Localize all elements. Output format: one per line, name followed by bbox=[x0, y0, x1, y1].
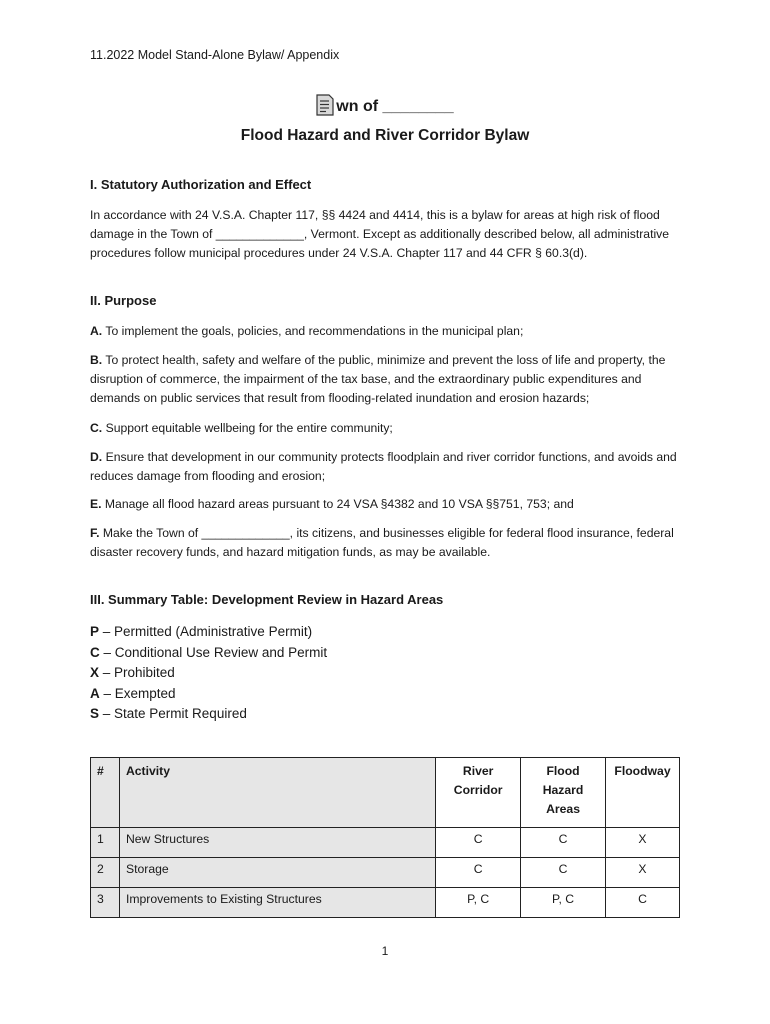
legend-item: C – Conditional Use Review and Permit bbox=[90, 644, 328, 660]
legend-item: X – Prohibited bbox=[90, 665, 175, 680]
section1-body: In accordance with 24 V.S.A. Chapter 117, §§ 4424 and 4414, this is a bylaw for areas at high risk of flood damage in the Town of _____________, Vermont. Except as additionally described below, all administrative procedures follow municipal procedures under 24 V.S.A. Chapter 117 and 44 CFR § 60.3(d). bbox=[90, 208, 670, 260]
table-header-row bbox=[91, 758, 680, 828]
header-river-corridor: River Corridor bbox=[436, 758, 521, 828]
purpose-item-a: A. To implement the goals, policies, and recommendations in the municipal plan; bbox=[90, 324, 524, 338]
legend-item: S – State Permit Required bbox=[90, 706, 247, 721]
running-header: 11.2022 Model Stand-Alone Bylaw/ Appendix bbox=[90, 48, 340, 62]
permit-legend bbox=[90, 622, 327, 725]
row-river-corridor: C bbox=[436, 858, 521, 888]
header-number: # bbox=[91, 758, 120, 828]
town-title bbox=[0, 94, 770, 121]
table-row bbox=[91, 858, 680, 888]
row-number: 2 bbox=[91, 858, 120, 888]
row-number: 1 bbox=[91, 828, 120, 858]
section2-heading: II. Purpose bbox=[90, 293, 157, 308]
row-activity: Storage bbox=[119, 858, 435, 888]
header-activity: Activity bbox=[119, 758, 435, 828]
document-icon bbox=[316, 94, 334, 121]
row-floodway: C bbox=[605, 888, 679, 918]
row-floodway: X bbox=[605, 828, 679, 858]
table-row bbox=[91, 828, 680, 858]
row-floodway: X bbox=[605, 858, 679, 888]
section1-heading: I. Statutory Authorization and Effect bbox=[90, 177, 312, 192]
header-flood-hazard-areas: Flood Hazard Areas bbox=[521, 758, 606, 828]
row-flood-hazard: C bbox=[521, 828, 606, 858]
page-number: 1 bbox=[381, 944, 389, 958]
row-flood-hazard: C bbox=[521, 858, 606, 888]
section3-heading: III. Summary Table: Development Review in Hazard Areas bbox=[90, 592, 444, 607]
row-river-corridor: P, C bbox=[436, 888, 521, 918]
purpose-item-b: B. To protect health, safety and welfare of the public, minimize and prevent the loss of life and property, the disruption of commerce, the impairment of the tax base, and the extraordinary public expenditures and demands on public services that result from flooding-related inundation and erosion hazards; bbox=[90, 353, 666, 405]
row-river-corridor: C bbox=[436, 828, 521, 858]
summary-table bbox=[90, 757, 680, 918]
purpose-item-c: C. Support equitable wellbeing for the entire community; bbox=[90, 421, 393, 435]
legend-item: P – Permitted (Administrative Permit) bbox=[90, 624, 313, 639]
purpose-item-d: D. Ensure that development in our community protects floodplain and river corridor functions, and avoids and reduces damage from flooding and erosion; bbox=[90, 450, 677, 483]
row-activity: Improvements to Existing Structures bbox=[119, 888, 435, 918]
town-title-text: wn of ________ bbox=[336, 98, 454, 115]
purpose-item-e: E. Manage all flood hazard areas pursuant to 24 VSA §4382 and 10 VSA §§751, 753; and bbox=[90, 497, 574, 511]
row-number: 3 bbox=[91, 888, 120, 918]
purpose-item-f: F. Make the Town of _____________, its citizens, and businesses eligible for federal flood insurance, federal disaster recovery funds, and hazard mitigation funds, as may be available. bbox=[90, 526, 674, 559]
legend-item: A – Exempted bbox=[90, 685, 176, 701]
row-activity: New Structures bbox=[119, 828, 435, 858]
bylaw-title: Flood Hazard and River Corridor Bylaw bbox=[240, 127, 530, 144]
table-row bbox=[91, 888, 680, 918]
header-floodway: Floodway bbox=[605, 758, 679, 828]
row-flood-hazard: P, C bbox=[521, 888, 606, 918]
